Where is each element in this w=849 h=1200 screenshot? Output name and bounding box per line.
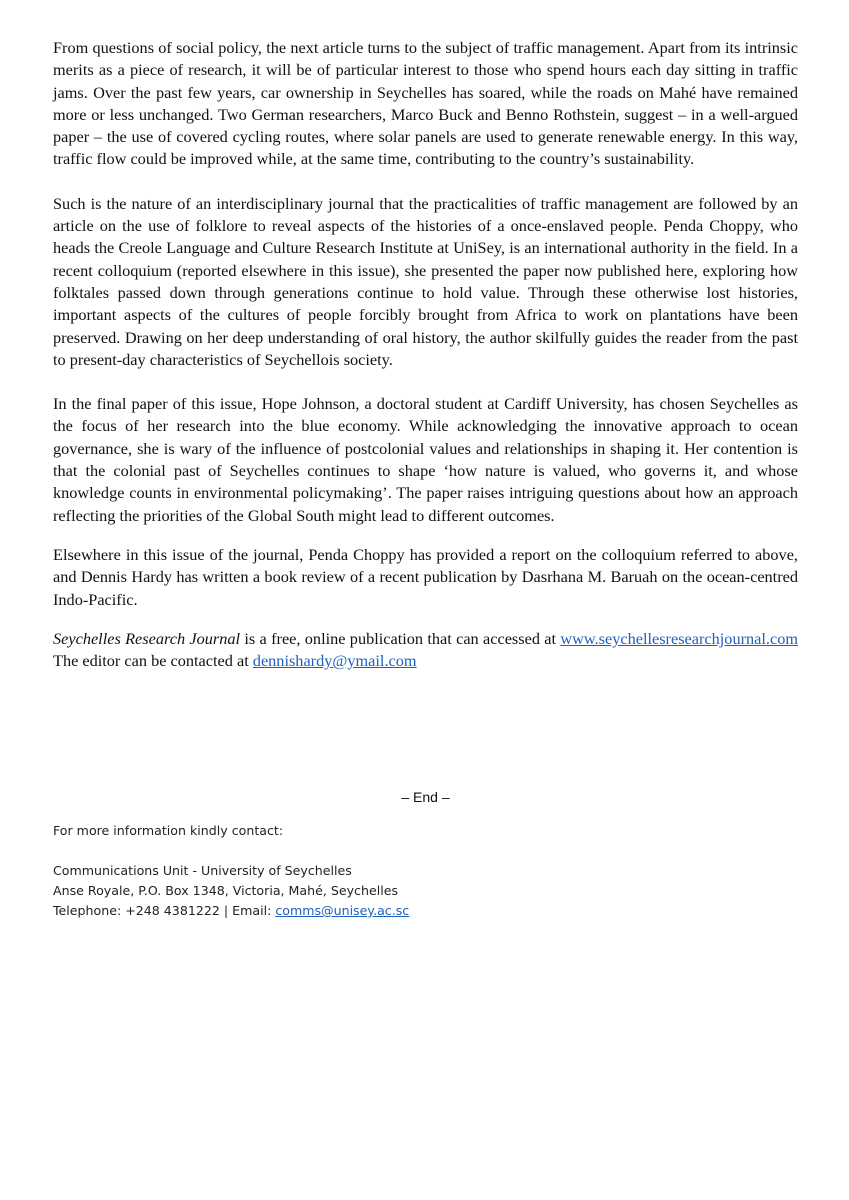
journal-title: Seychelles Research Journal: [53, 628, 241, 648]
editor-contact-text: The editor can be contacted at: [53, 651, 253, 671]
paragraph-blue-economy: In the final paper of this issue, Hope Johnson, a doctoral student at Cardiff University, has chosen Seychelles as the focus of her research into the blue economy. While acknowledging the innovative approach to ocean governance, she is wary of the influence of postcolonial values and relationships in shaping it. Her contention is that the colonial past of Seychelles continues to shape ‘how nature is valued, who governs it, and whose knowledge counts in environmental policymaking’. The paper raises intriguing questions about how an approach reflecting the priorities of the Global South might lead to different outcomes.: [53, 394, 798, 525]
contact-phone-line: [53, 901, 798, 921]
paragraph-traffic-management: From questions of social policy, the next article turns to the subject of traffic management. Apart from its intrinsic merits as a piece of research, it will be of particular interest to those who spend hours each day sitting in traffic jams. Over the past few years, car ownership in Seychelles has soared, while the roads on Mahé have remained more or less unchanged. Two German researchers, Marco Buck and Benno Rothstein, suggest – in a well-argued paper – the use of covered cycling routes, where solar panels are used to generate renewable energy. In this way, traffic flow could be improved while, at the same time, contributing to the country’s sustainability.: [53, 38, 798, 169]
contact-unit: Communications Unit - University of Seychelles: [53, 863, 352, 878]
journal-website-link[interactable]: www.seychellesresearchjournal.com: [560, 628, 798, 648]
journal-info-text: is a free, online publication that can accessed at: [240, 628, 561, 648]
contact-block: [53, 821, 798, 921]
document-page: [53, 37, 798, 918]
paragraph-journal-info: [53, 628, 798, 673]
contact-address: Anse Royale, P.O. Box 1348, Victoria, Mahé, Seychelles: [53, 883, 399, 898]
contact-phone: Telephone: +248 4381222 | Email:: [53, 903, 276, 918]
contact-email-link[interactable]: comms@unisey.ac.sc: [275, 903, 410, 918]
end-marker: – End –: [401, 789, 450, 805]
paragraph-folklore: Such is the nature of an interdisciplinary journal that the practicalities of traffic management are followed by an article on the use of folklore to reveal aspects of the histories of a once-enslaved people. Penda Choppy, who heads the Creole Language and Culture Research Institute at UniSey, is an international authority in the field. In a recent colloquium (reported elsewhere in this issue), she presented the paper now published here, exploring how folktales passed down through generations continue to hold value. Through these otherwise lost histories, important aspects of the cultures of people forcibly brought from Africa to work on plantations have been preserved. Drawing on her deep understanding of oral history, the author skilfully guides the reader from the past to present-day characteristics of Seychellois society.: [53, 193, 798, 369]
editor-email-link[interactable]: dennishardy@ymail.com: [252, 651, 417, 671]
paragraph-elsewhere: Elsewhere in this issue of the journal, Penda Choppy has provided a report on the colloquium referred to above, and Dennis Hardy has written a book review of a recent publication by Dasrhana M. Baruah on the ocean-centred Indo-Pacific.: [53, 544, 798, 609]
contact-intro: For more information kindly contact:: [53, 823, 284, 838]
